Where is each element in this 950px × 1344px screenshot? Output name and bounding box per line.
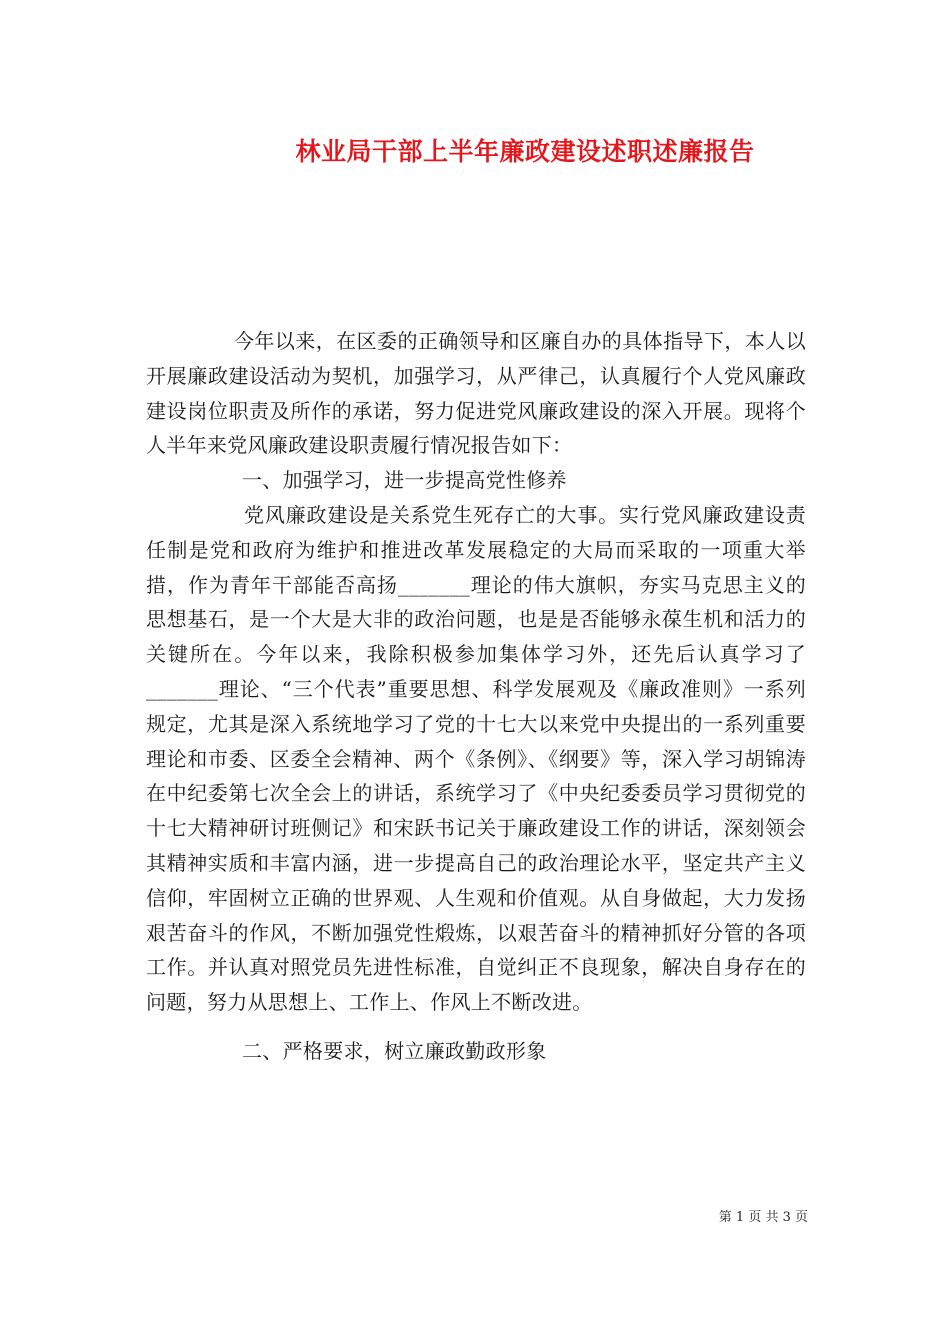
intro-paragraph: 今年以来，在区委的正确领导和区廉自办的具体指导下，本人以开展廉政建设活动为契机，加强学习，从严律己，认真履行个人党风廉政建设岗位职责及所作的承诺，努力促进党风廉政建设的深入开展。现将个人半年来党风廉政建设职责履行情况报告如下： — [146, 329, 806, 458]
document-body — [146, 324, 806, 1069]
section-1-paragraph: 党风廉政建设是关系党生死存亡的大事。实行党风廉政建设责任制是党和政府为维护和推进改革发展稳定的大局而采取的一项重大举措，作为青年干部能否高扬_______理论的伟大旗帜，夯实马克思主义的思想基石，是一个大是大非的政治问题，也是是否能够永葆生机和活力的关键所在。今年以来，我除积极参加集体学习外，还先后认真学习了_______理论、“三个代表”重要思想、科学发展观及《廉政准则》一系列规定，尤其是深入系统地学习了党的十七大以来党中央提出的一系列重要理论和市委、区委全会精神、两个《条例》、《纲要》等，深入学习胡锦涛在中纪委第七次全会上的讲话，系统学习了《中央纪委委员学习贯彻党的十七大精神研讨班侧记》和宋跃书记关于廉政建设工作的讲话，深刻领会其精神实质和丰富内涵，进一步提高自己的政治理论水平，坚定共产主义信仰，牢固树立正确的世界观、人生观和价值观。从自身做起，大力发扬艰苦奋斗的作风，不断加强党性煅炼，以艰苦奋斗的精神抓好分管的各项工作。并认真对照党员先进性标准，自觉纠正不良现象，解决自身存在的问题，努力从思想上、工作上、作风上不断改进。 — [146, 502, 806, 1015]
section-heading-2: 二、严格要求，树立廉政勤政形象 — [242, 1038, 547, 1063]
page-number-footer: 第 1 页 共 3 页 — [718, 1210, 808, 1225]
section-heading-1: 一、加强学习，进一步提高党性修养 — [242, 468, 567, 493]
document-title: 林业局干部上半年廉政建设述职述廉报告 — [295, 137, 755, 166]
